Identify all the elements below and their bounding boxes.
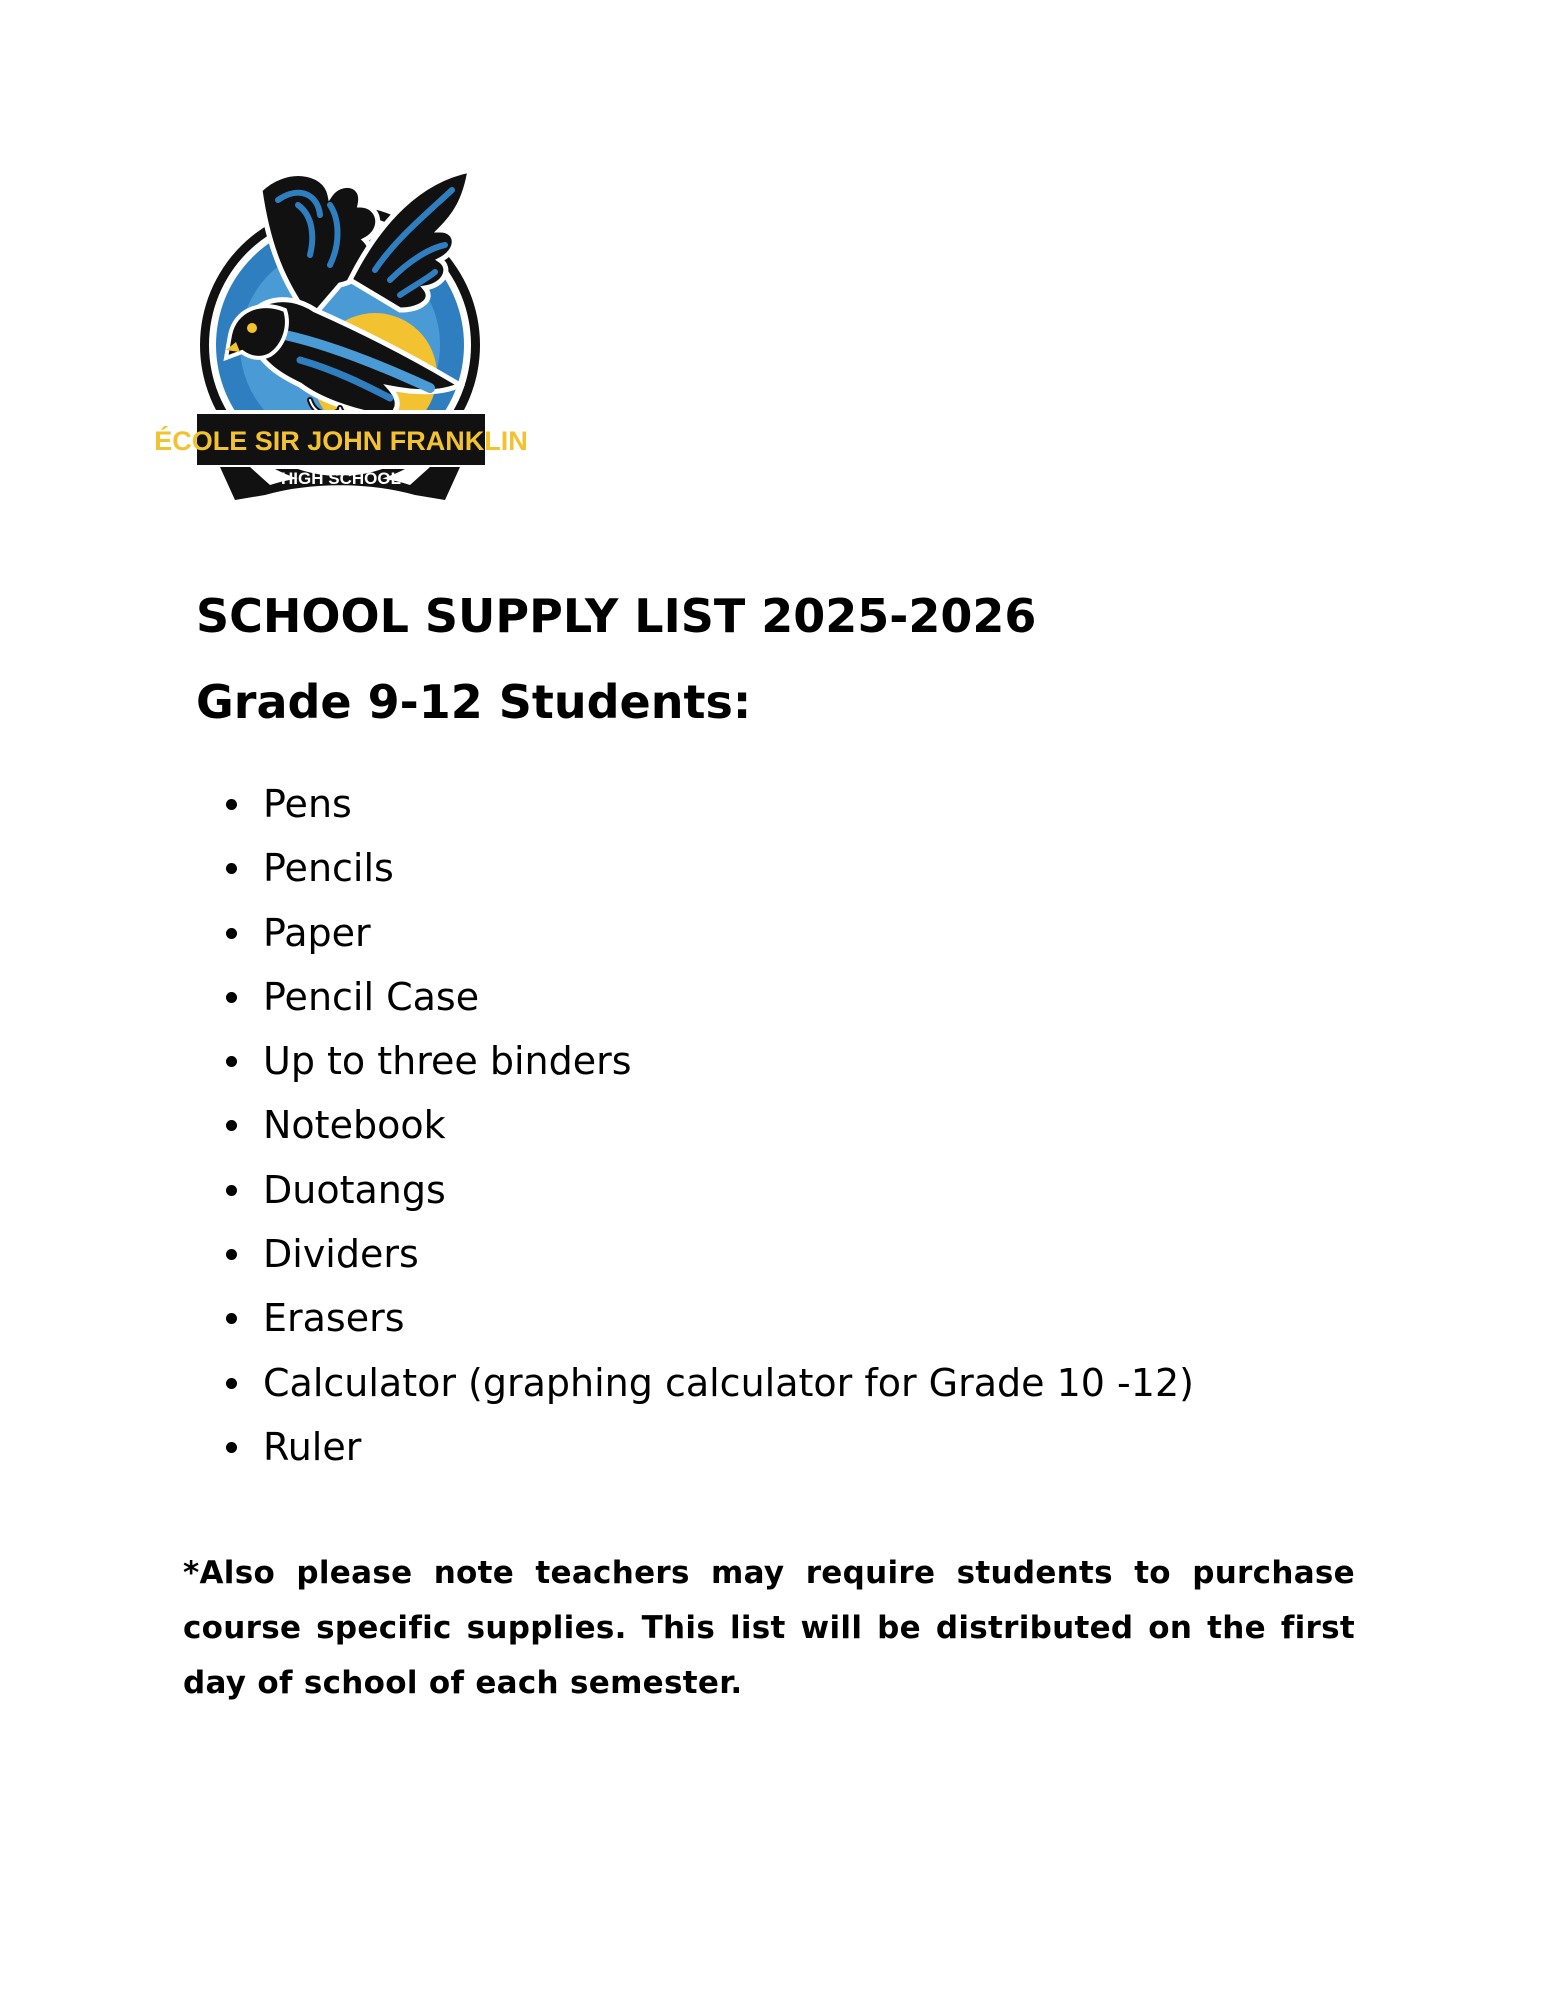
list-item [220,1158,1194,1222]
list-item [220,836,1194,900]
list-item-label: Pencils [263,846,394,891]
bullet-icon [226,799,237,810]
bullet-icon [226,928,237,939]
list-item [220,1286,1194,1350]
bullet-icon [226,1056,237,1067]
list-item-label: Dividers [263,1232,419,1277]
bullet-icon [226,863,237,874]
list-item [220,965,1194,1029]
list-item-label: Erasers [263,1296,405,1341]
logo-school-name: ÉCOLE SIR JOHN FRANKLIN [154,426,528,456]
list-item [220,1029,1194,1093]
list-item [220,1351,1194,1415]
list-item [220,1415,1194,1479]
list-item-label: Ruler [263,1424,362,1469]
list-item-label: Duotangs [263,1167,446,1212]
list-item-label: Calculator (graphing calculator for Grade 10 -12) [263,1360,1194,1405]
bullet-icon [226,1313,237,1324]
supply-list [220,772,1194,1479]
supply-note: *Also please note teachers may require students to purchase course specific supplies. This list will be distributed on the first day of school of each semester. [183,1555,1355,1701]
list-item-label: Notebook [263,1103,446,1148]
bullet-icon [226,1442,237,1453]
list-item-label: Paper [263,910,371,955]
list-item-label: Pens [263,782,352,826]
bullet-icon [226,1120,237,1131]
school-logo [154,160,528,520]
bullet-icon [226,992,237,1003]
bullet-icon [226,1185,237,1196]
falcon-icon [154,160,528,520]
list-item [220,901,1194,965]
page-title: SCHOOL SUPPLY LIST 2025-2026 [196,589,1037,643]
list-item-label: Up to three binders [263,1039,632,1084]
bullet-icon [226,1378,237,1389]
page-subtitle: Grade 9-12 Students: [196,675,752,729]
bullet-icon [226,1249,237,1260]
list-item [220,1093,1194,1157]
list-item-label: Pencil Case [263,974,480,1019]
list-item [220,772,1194,836]
logo-school-type: HIGH SCHOOL [281,469,401,488]
list-item [220,1222,1194,1286]
